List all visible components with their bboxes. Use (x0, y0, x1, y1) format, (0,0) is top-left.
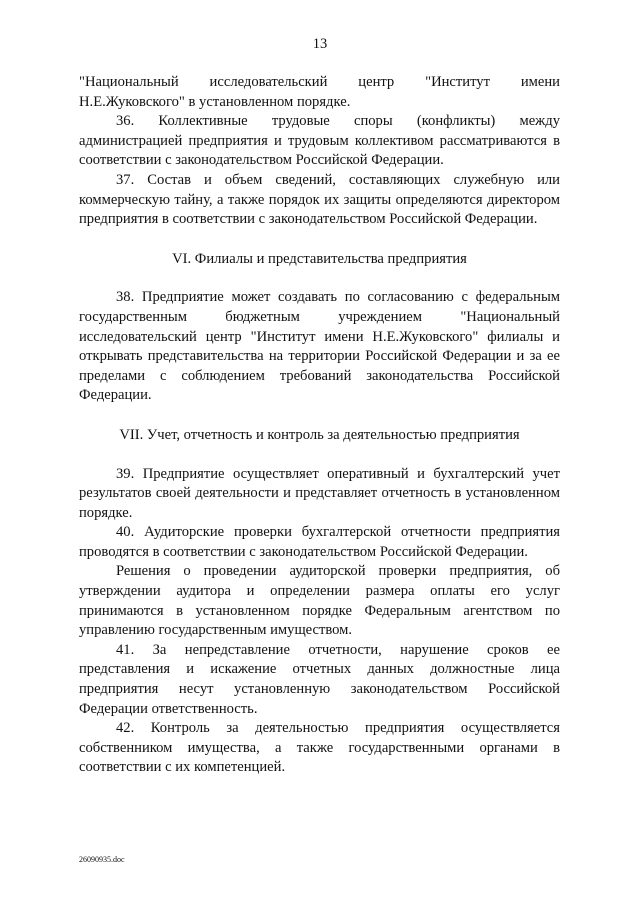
section-6-heading: VI. Филиалы и представительства предприятия (172, 250, 467, 267)
paragraph-36: 36. Коллективные трудовые споры (конфликты) между администрацией предприятия и трудовым коллективом рассматриваются в соответствии с законодательством Российской Федерации. (79, 113, 560, 169)
paragraph-38: 38. Предприятие может создавать по согласованию с федеральным государственным бюджетным учреждением "Национальный исследовательский центр "Институт имени Н.Е.Жуковского" филиалы и открывать представительства на территории Российской Федерации и за ее пределами с соблюдением требований законодательства Российской Федерации. (79, 289, 560, 404)
spacer (79, 406, 560, 426)
document-body (79, 73, 560, 778)
section-7-heading: VII. Учет, отчетность и контроль за деятельностью предприятия (119, 426, 520, 443)
paragraph-41: 41. За непредставление отчетности, нарушение сроков ее представления и искажение отчетных данных должностные лица предприятия несут установленную законодательством Российской Федерации ответственность. (79, 641, 560, 717)
paragraph-42: 42. Контроль за деятельностью предприятия осуществляется собственником имущества, а также государственными органами в соответствии с их компетенцией. (79, 720, 560, 776)
paragraph-40-decisions: Решения о проведении аудиторской проверки предприятия, об утверждении аудитора и определении размера оплаты его услуг принимаются в установленном порядке Федеральным агентством по управлению государственным имуществом. (79, 563, 560, 639)
paragraph-40: 40. Аудиторские проверки бухгалтерской отчетности предприятия проводятся в соответствии с законодательством Российской Федерации. (79, 524, 560, 560)
paragraph-37: 37. Состав и объем сведений, составляющих служебную или коммерческую тайну, а также порядок их защиты определяются директором предприятия в соответствии с законодательством Российской Федерации. (79, 171, 560, 228)
paragraph-39: 39. Предприятие осуществляет оперативный и бухгалтерский учет результатов своей деятельности и представляет отчетность в установленном порядке. (79, 465, 560, 521)
footer-filename: 26090935.doc (79, 855, 125, 864)
page-number: 13 (312, 36, 328, 52)
spacer (79, 446, 560, 465)
spacer (79, 230, 560, 250)
paragraph-continuation: "Национальный исследовательский центр "Институт имени Н.Е.Жуковского" в установленном порядке. (79, 74, 560, 110)
spacer (79, 269, 560, 288)
